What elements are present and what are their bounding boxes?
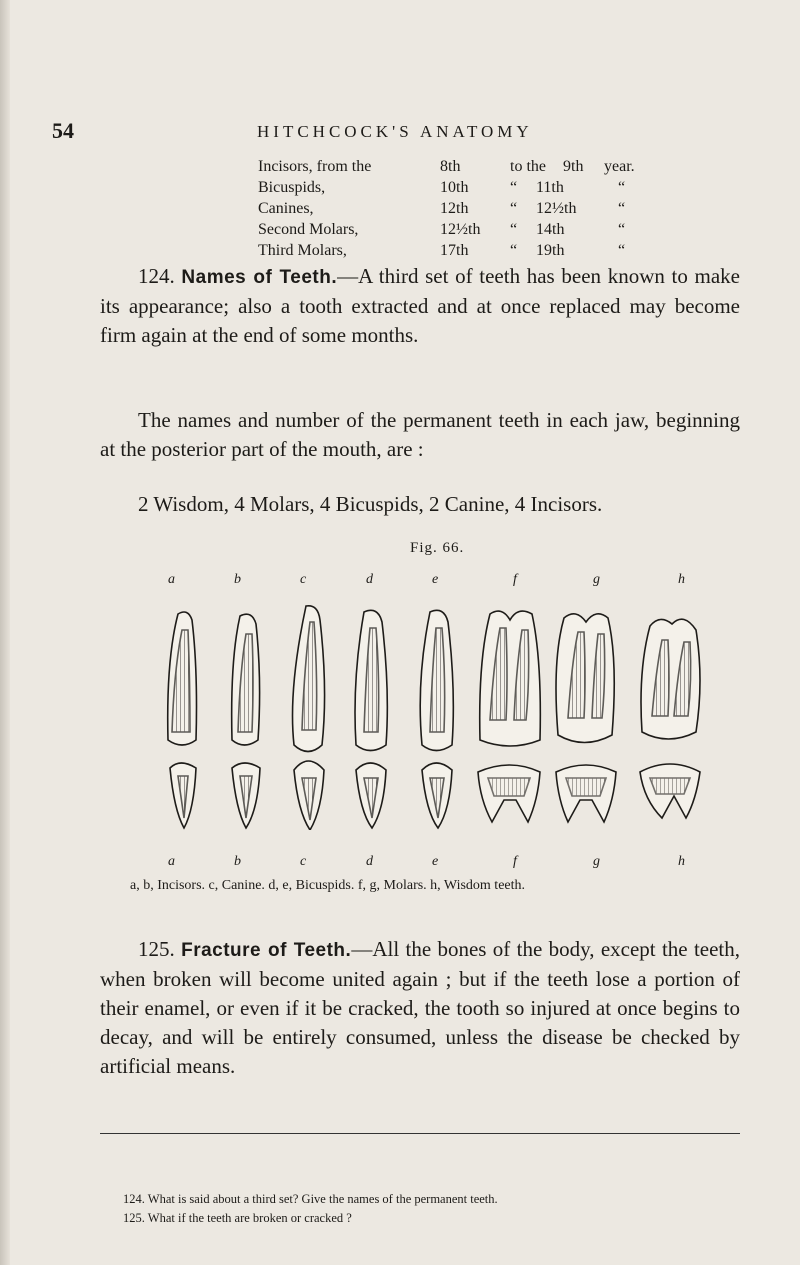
ditto-mark: “ <box>510 179 518 196</box>
figure-letter: b <box>234 572 241 587</box>
page-binding-edge <box>0 0 10 1265</box>
tooth-a-top <box>168 612 197 745</box>
paragraph-124 <box>100 262 740 350</box>
teeth-list: 2 Wisdom, 4 Molars, 4 Bicuspids, 2 Canine, 4 Incisors. <box>138 492 603 516</box>
from-year: 12½th <box>440 221 481 238</box>
tooth-f-bottom <box>478 765 540 822</box>
figure-letter: c <box>300 854 307 869</box>
tooth-c-top <box>293 606 325 752</box>
paragraph-125 <box>100 935 740 1081</box>
footnote-divider <box>100 1133 740 1134</box>
ditto-mark: “ <box>618 200 626 217</box>
tooth-name: Canines, <box>258 200 314 217</box>
figure-caption: a, b, Incisors. c, Canine. d, e, Bicuspids. f, g, Molars. h, Wisdom teeth. <box>130 878 526 893</box>
footnote-124: 124. What is said about a third set? Give the names of the permanent teeth. <box>123 1192 498 1206</box>
page-number: 54 <box>52 118 74 143</box>
running-head: HITCHCOCK'S ANATOMY <box>257 122 533 141</box>
section-heading: Fracture of Teeth. <box>181 940 352 961</box>
section-number: 124. <box>138 264 175 288</box>
figure-letter: e <box>432 572 439 587</box>
section-heading: Names of Teeth. <box>181 267 338 288</box>
tooth-e-bottom <box>422 763 452 828</box>
tooth-d-bottom <box>356 763 386 828</box>
ditto-mark: “ <box>510 200 518 217</box>
figure-letter: c <box>300 572 307 587</box>
tooth-name: Second Molars, <box>258 221 359 238</box>
tooth-c-bottom <box>294 761 324 830</box>
tooth-f-top <box>480 611 541 746</box>
page-header <box>52 118 712 148</box>
figure-letter: g <box>593 854 600 869</box>
figure-letter: f <box>513 572 517 587</box>
tooth-h-bottom <box>640 764 700 818</box>
paragraph-teeth-names: The names and number of the permanent teeth in each jaw, beginning at the posterior part of the mouth, are : <box>100 408 740 461</box>
figure-letter: d <box>366 572 373 587</box>
tooth-h-top <box>641 619 700 739</box>
figure-letter: g <box>593 572 600 587</box>
ditto-mark: “ <box>618 179 626 196</box>
teeth-illustration <box>160 600 720 830</box>
tooth-a-bottom <box>170 763 196 828</box>
to-year: 12½th <box>536 200 577 217</box>
connector: to the <box>510 158 546 175</box>
section-text: —All the bones of the body, except the teeth, when broken will become united again ; but if the teeth lose a portion of their enamel, or even if it be cracked, the tooth so injured at once begins to decay, and will be entirely consumed, unless the disease be checked by artificial means. <box>100 937 741 1078</box>
tooth-b-bottom <box>232 763 260 828</box>
tooth-name: Incisors, from the <box>258 158 372 175</box>
tooth-b-top <box>232 614 260 745</box>
ditto-mark: “ <box>618 242 626 259</box>
section-number: 125. <box>138 937 175 961</box>
to-year: 14th <box>536 221 565 238</box>
figure-letter: a <box>168 572 175 587</box>
footnote-125: 125. What if the teeth are broken or cracked ? <box>123 1211 352 1225</box>
to-year: 19th <box>536 242 565 259</box>
from-year: 8th <box>440 158 461 175</box>
tooth-d-top <box>355 610 387 750</box>
figure-letter: f <box>513 854 517 869</box>
figure-letter: e <box>432 854 439 869</box>
from-year: 10th <box>440 179 469 196</box>
figure-letter: h <box>678 854 685 869</box>
tooth-g-top <box>556 614 614 743</box>
figure-letter: d <box>366 854 373 869</box>
figure-letter: a <box>168 854 175 869</box>
from-year: 12th <box>440 200 469 217</box>
unit: year. <box>604 158 635 175</box>
section-text: —A third set of teeth has been known to make its appearance; also a tooth extracted and at once replaced may become firm again at the end of some months. <box>100 264 740 347</box>
tooth-name: Bicuspids, <box>258 179 326 196</box>
tooth-g-bottom <box>556 765 616 822</box>
ditto-mark: “ <box>510 221 518 238</box>
from-year: 17th <box>440 242 469 259</box>
to-year: 9th <box>563 158 584 175</box>
tooth-name: Third Molars, <box>258 242 347 259</box>
to-year: 11th <box>536 179 564 196</box>
figure-letter: b <box>234 854 241 869</box>
tooth-e-top <box>420 610 453 750</box>
figure-letter: h <box>678 572 685 587</box>
figure-title: Fig. 66. <box>410 540 465 556</box>
ditto-mark: “ <box>618 221 626 238</box>
ditto-mark: “ <box>510 242 518 259</box>
